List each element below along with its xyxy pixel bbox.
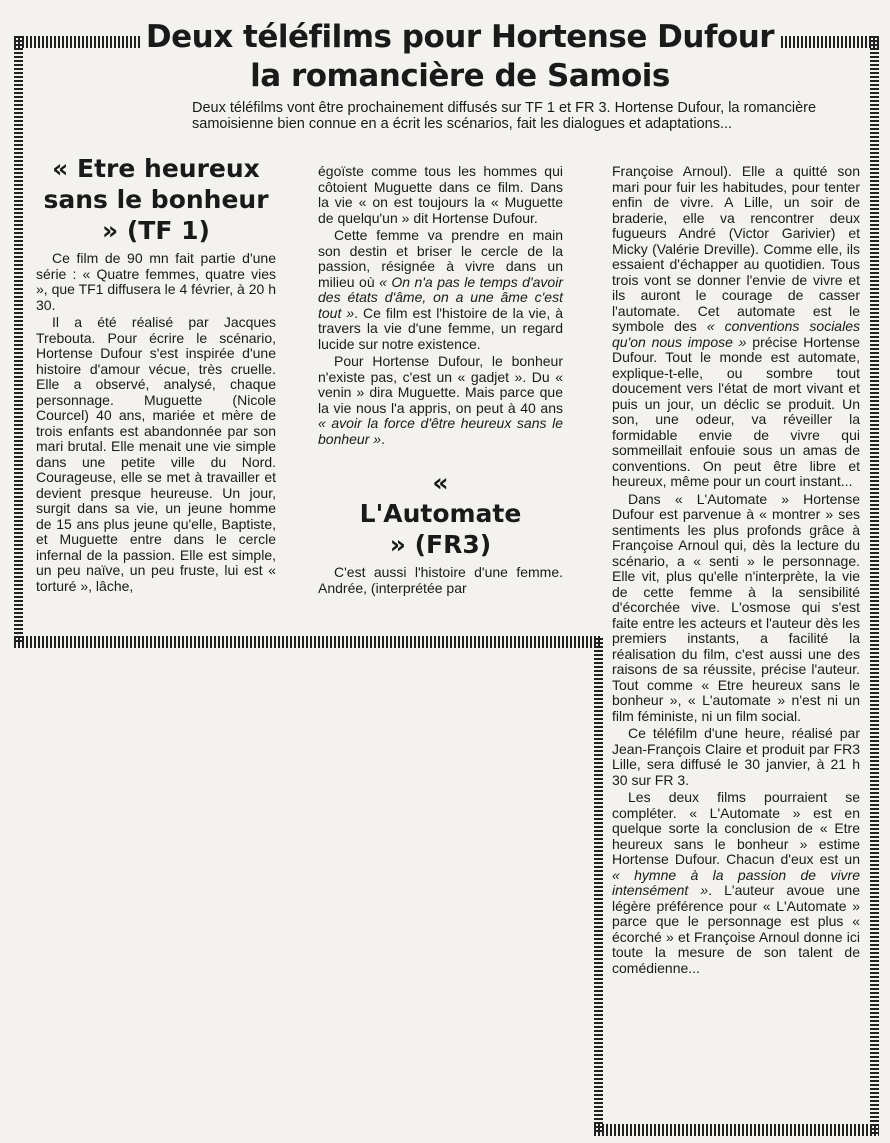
column-1 — [36, 153, 276, 594]
quote: « On n'a pas le temps d'avoir des états d'âme, on a une âme c'est tout » — [318, 273, 563, 321]
paragraph — [318, 228, 563, 352]
text-run: . — [381, 430, 385, 447]
text-run: précise Hortense Dufour. Tout le monde est automate, explique-t-elle, ou sombre tout doucement vers l'état de mort vivant et puis un jour, un déclic se produit. Un son, une odeur, va réveiller la formidable envie de vivre qui sommeillait enfouie sous un amas de conventions. On peut être libre et heureux, même pour un court instant... — [612, 333, 861, 489]
text-run: Les deux films pourraient se compléter. « L'Automate » est en quelque sorte la conclusion de « Etre heureux sans le bonheur » estime Hortense Dufour. Chacun d'eux est un — [612, 789, 860, 867]
border-right — [870, 36, 879, 1134]
column-3 — [612, 164, 860, 976]
border-middle — [14, 636, 602, 648]
intro-paragraph: Deux téléfilms vont être prochainement diffusés sur TF 1 et FR 3. Hortense Dufour, la romancière samoisienne bien connue en a écrit les scénarios, fait les dialogues et adaptations... — [192, 100, 817, 132]
border-middle-left — [594, 636, 603, 1132]
paragraph — [612, 164, 860, 490]
border-top-left — [14, 36, 144, 48]
border-top-right — [777, 36, 879, 48]
paragraph: Ce film de 90 mn fait partie d'une série : « Quatre femmes, quatre vies », que TF1 diffusera le 4 février, à 20 h 30. — [36, 250, 276, 313]
paragraph: Ce téléfilm d'une heure, réalisé par Jean-François Claire et produit par FR3 Lille, sera diffusé le 30 janvier, à 21 h 30 sur FR 3. — [612, 725, 860, 788]
text-run: Pour Hortense Dufour, le bonheur n'existe pas, c'est un « gadjet ». Du « venin » dira Muguette. Mais parce que la vie nous l'a appris, on peut à 40 ans — [318, 353, 563, 416]
paragraph: C'est aussi l'histoire d'une femme. Andrée, (interprétée par — [318, 564, 563, 596]
quote: « avoir la force d'être heureux sans le bonheur » — [318, 415, 563, 447]
section-heading-tf1: « Etre heureux sans le bonheur » (TF 1) — [43, 154, 269, 245]
paragraph — [318, 354, 563, 447]
section-heading-fr3: « L'Automate » (FR3) — [359, 468, 522, 559]
quote: « hymne à la passion de vivre intensément » — [612, 866, 860, 898]
headline-line-1: Deux téléfilms pour Hortense Dufour — [140, 18, 780, 56]
border-bottom — [594, 1124, 879, 1136]
paragraph: Dans « L'Automate » Hortense Dufour est parvenue à « montrer » ses sentiments les plus profonds grâce à Françoise Arnoul qui, dès la lecture du scénario, a « senti » le personnage. Elle vit, plus qu'elle n'interprète, la vie de cette femme à la sensibilité d'écorchée vive. L'osmose qui s'est faite entre les acteurs et l'auteur dès les premiers instants, a facilité la réalisation du film, c'est aussi une des raisons de sa réussite, précise l'auteur. Tout comme « Etre heureux sans le bonheur », « L'automate » n'est ni un film féministe, ni un film social. — [612, 490, 860, 724]
paragraph: égoïste comme tous les hommes qui côtoient Muguette dans ce film. Dans la vie « on est toujours la « Muguette de quelqu'un » dit Hortense Dufour. — [318, 163, 563, 226]
quote: « conventions sociales qu'on nous impose » — [612, 318, 860, 350]
text-run: Cette femme va prendre en main son destin et briser le cercle de la passion, résignée à vivre dans un milieu où — [318, 227, 563, 290]
column-2 — [318, 164, 563, 596]
headline-line-2: la romancière de Samois — [250, 58, 670, 94]
text-run: Françoise Arnoul). Elle a quitté son mari pour fuir les habitudes, pour tenter enfin de vivre. A Lille, un soir de braderie, elle va rencontrer deux fugueurs André (Victor Garivier) et Micky (Valérie Dreville). Comme elle, ils essaient d'échapper au quotidien. Tous trois vont se donner l'envie de vivre et ils auront le courage de casser l'automate. Cet automate est le symbole des — [612, 163, 860, 334]
border-left — [14, 36, 23, 642]
paragraph — [612, 790, 860, 976]
text-run: . Ce film est l'histoire de la vie, à travers la vie d'une femme, un regard lucide sur notre existence. — [318, 304, 563, 352]
text-run: . L'auteur avoue une légère préférence pour « L'Automate » parce que le personnage est plus « écorché » et Françoise Arnoul donne ici toute la mesure de son talent de comédienne... — [612, 882, 860, 976]
paragraph: Il a été réalisé par Jacques Trebouta. Pour écrire le scénario, Hortense Dufour s'est inspirée d'une histoire d'amour vécue, très cruelle. Elle a observé, analysé, chaque personnage. Muguette (Nicole Courcel) 40 ans, mariée et mère de trois enfants est abandonnée par son mari brutal. Elle menait une vie simple dans une petite ville du Nord. Courageuse, elle se met à travailler et devient presque heureuse. Un jour, surgit dans sa vie, un jeune homme de 15 ans plus jeune qu'elle, Baptiste, et Muguette entre dans le cercle infernal de la passion. Elle est simple, un peu naïve, un peu fruste, lui est « torturé », lâche, — [36, 314, 276, 594]
